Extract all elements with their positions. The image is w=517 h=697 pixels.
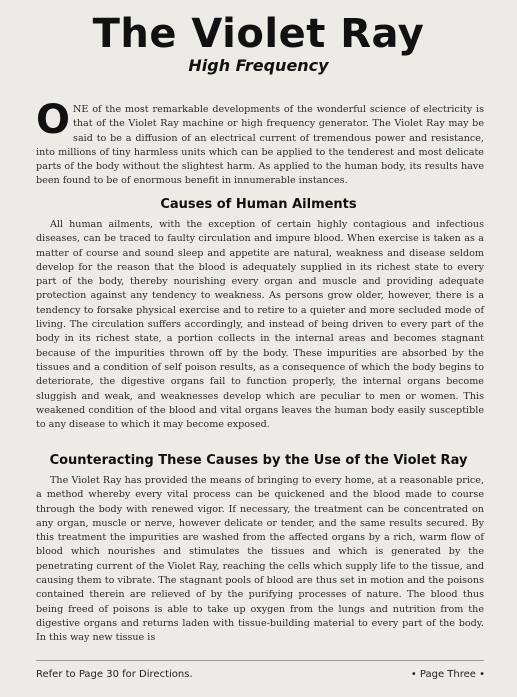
- footer-divider: [36, 660, 484, 661]
- drop-cap: O: [36, 97, 71, 143]
- causes-paragraph: All human ailments, with the exception of certain highly contagious and infectious diseases, can be traced to faulty circulation and impure blood. When exercise is taken as a matter of course and sound sleep and appetite are natural, weakness and disease seldom develop for the reason that the blood is adequately supplied in its richest state to every part of the body, thereby nourishing every organ and muscle and providing adequate protection against any tendency to weakness. As persons grow older, however, there is a tendency to forsake physical exercise and to retire to a quieter and more secluded mode of living. The circulation suffers accordingly, and instead of being driven to every part of the body in its richest state, a portion collects in the internal areas and becomes stagnant because of the impurities thrown off by the body. These impurities are absorbed by the tissues and a condition of self poison results, as a consequence of which the body begins to deteriorate, the digestive organs fail to function properly, the internal organs become sluggish and weak, and weaknesses develop which are peculiar to men or women. This weakened condition of the blood and vital organs leaves the human body easily susceptible to any disease to which it may become exposed.: [36, 219, 484, 431]
- page-subtitle: High Frequency: [188, 56, 329, 75]
- intro-text: NE of the most remarkable developments of the wonderful science of electricity is that of the Violet Ray machine or high frequency generator. The Violet Ray may be said to be a diffusion of an electrical current of tremendous power and resistance, into millions of tiny harmless units which can be applied to the tenderest and most delicate parts of the body without the slightest harm. As applied to the human body, its results have been found to be of enormous benefit in innumerable instances.: [36, 104, 484, 187]
- section-heading-counteracting: Counteracting These Causes by the Use of the Violet Ray: [49, 453, 468, 468]
- intro-paragraph: [36, 97, 484, 189]
- counteracting-paragraph: The Violet Ray has provided the means of bringing to every home, at a reasonable price, a method whereby every vital process can be quickened and the blood made to course through the body with renewed vigor. If necessary, the treatment can be concentrated on any organ, muscle or nerve, however delicate or tender, and the same results secured. By this treatment the impurities are washed from the affected organs by a rich, warm flow of blood which nourishes and stimulates the tissues and which is generated by the penetrating current of the Violet Ray, reaching the cells which supply life to the tissue, and causing them to vibrate. The stagnant pools of blood are thus set in motion and the poisons contained therein are relieved of by the purifying processes of nature. The blood thus being freed of poisons is able to take up oxygen from the lungs and nutrition from the digestive organs and returns laden with tissue-building material to every part of the body. In this way new tissue is: [36, 475, 484, 644]
- footer-directions: Refer to Page 30 for Directions.: [36, 669, 193, 680]
- page-title: The Violet Ray: [92, 11, 425, 57]
- intro-section: [36, 97, 484, 189]
- section-heading-causes: Causes of Human Ailments: [160, 197, 357, 212]
- page-number: • Page Three •: [410, 669, 485, 680]
